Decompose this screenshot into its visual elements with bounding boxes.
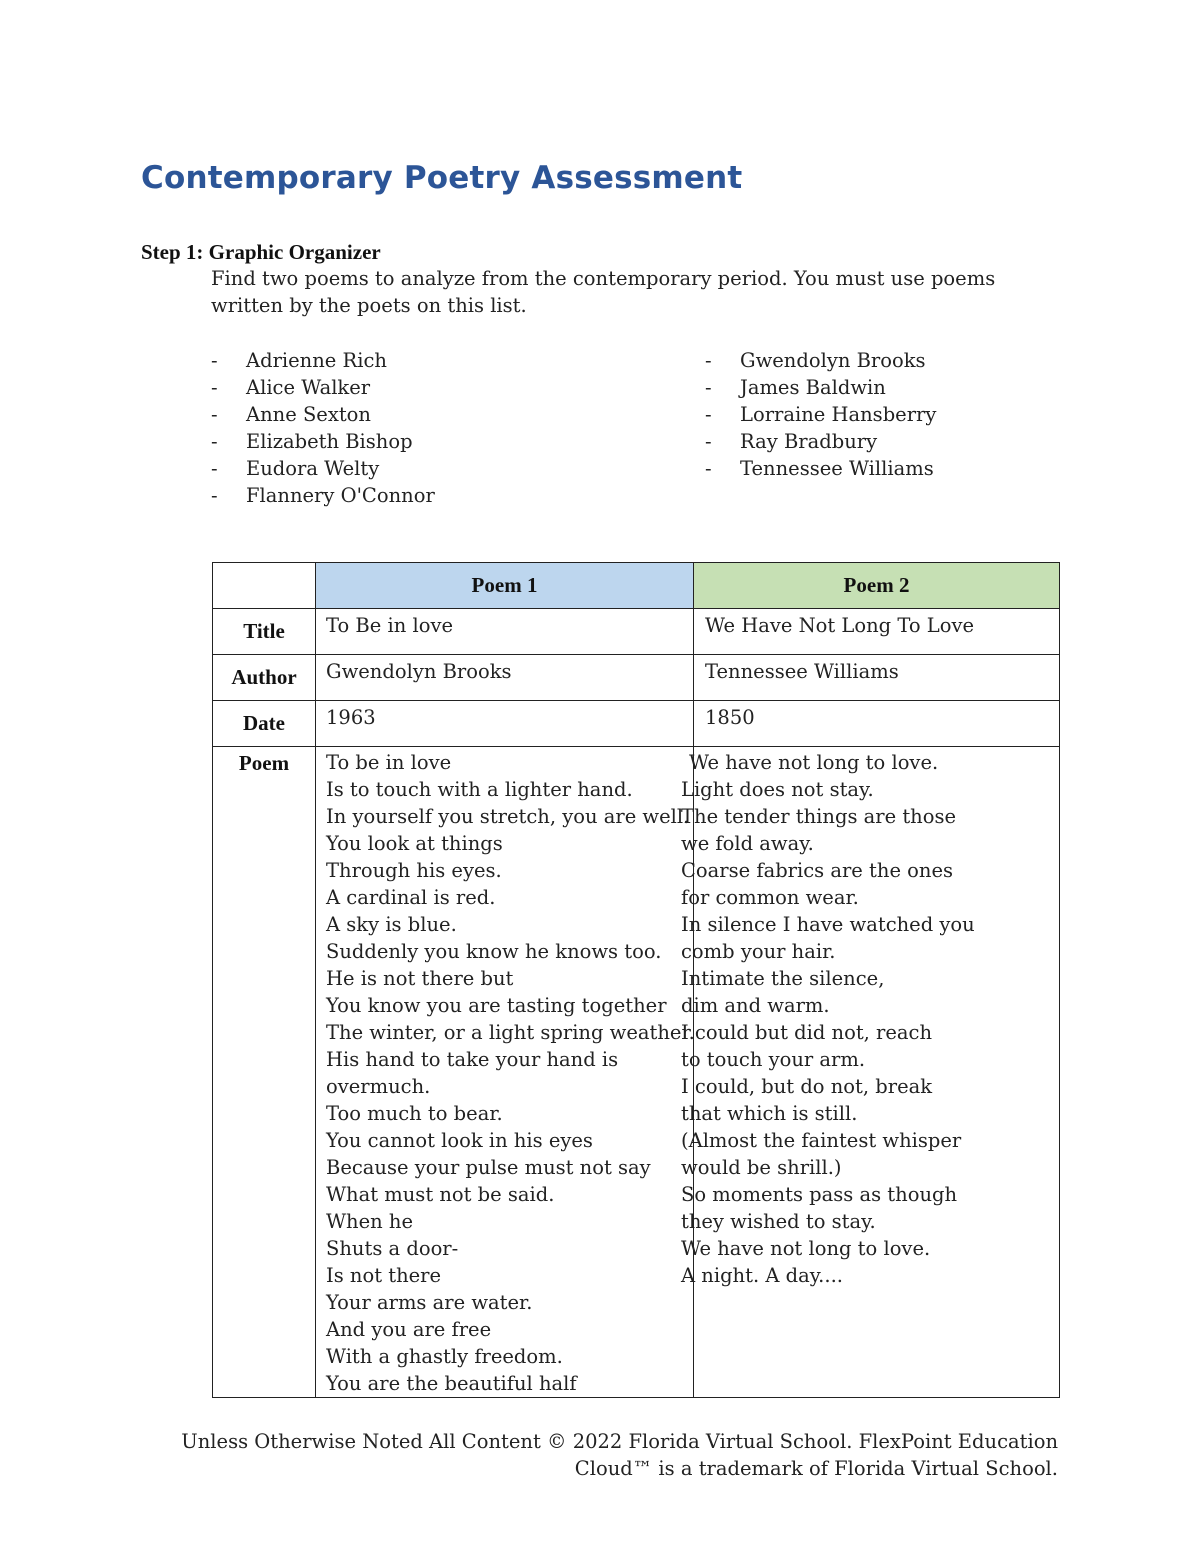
table-row-title (213, 609, 1060, 655)
list-marker: - (211, 430, 218, 453)
instructions-text: Find two poems to analyze from the contemporary period. You must use poems written by the poets on this list. (211, 267, 996, 317)
list-marker: - (211, 484, 218, 507)
poem-line: What must not be said. (326, 1183, 555, 1206)
poem-line: With a ghastly freedom. (326, 1345, 563, 1368)
poem-line: To be in love (326, 751, 452, 774)
poet-name: Gwendolyn Brooks (740, 349, 926, 372)
step-heading: Step 1: Graphic Organizer (141, 240, 381, 264)
poem2-author-cell[interactable]: Tennessee Williams (694, 655, 1060, 701)
list-item (211, 428, 435, 455)
graphic-organizer-table (212, 562, 1060, 1398)
poem-line: In yourself you stretch, you are well. (326, 805, 690, 828)
list-item (705, 428, 936, 455)
poem-line: He is not there but (326, 967, 514, 990)
poem-line: Coarse fabrics are the ones (681, 859, 954, 882)
poem1-author-cell[interactable]: Gwendolyn Brooks (316, 655, 694, 701)
poet-name: Adrienne Rich (246, 349, 387, 372)
poem-line: The winter, or a light spring weather. (326, 1021, 695, 1044)
poem-line: dim and warm. (681, 994, 830, 1017)
poem-line: A night. A day.... (681, 1264, 843, 1287)
poem1-text-cell[interactable] (316, 747, 694, 1398)
list-item (705, 347, 936, 374)
poem1-header: Poem 1 (316, 563, 694, 609)
list-item (705, 455, 936, 482)
poem2-title-cell[interactable]: We Have Not Long To Love (694, 609, 1060, 655)
list-marker: - (705, 376, 712, 399)
poet-name: James Baldwin (740, 376, 886, 399)
poet-name: Lorraine Hansberry (740, 403, 937, 426)
list-item (705, 401, 936, 428)
poem2-header: Poem 2 (694, 563, 1060, 609)
list-marker: - (211, 349, 218, 372)
row-label-poem: Poem (213, 747, 316, 1398)
poem-line: overmuch. (326, 1075, 431, 1098)
poem-line: (Almost the faintest whisper (681, 1129, 962, 1152)
row-label-date: Date (213, 701, 316, 747)
poet-list-right (705, 347, 936, 482)
list-item (211, 482, 435, 509)
poem-line: comb your hair. (681, 940, 836, 963)
poem-line: When he (326, 1210, 413, 1233)
poem-line: for common wear. (681, 886, 859, 909)
poem-line: You look at things (326, 832, 503, 855)
list-item (211, 347, 435, 374)
poet-name: Alice Walker (246, 376, 371, 399)
poem-line: And you are free (326, 1318, 492, 1341)
list-marker: - (705, 349, 712, 372)
poem2-lines (681, 749, 1059, 1289)
poem-line: His hand to take your hand is (326, 1048, 619, 1071)
poem-line: we fold away. (681, 832, 814, 855)
poem1-title-cell[interactable]: To Be in love (316, 609, 694, 655)
poem2-text-cell[interactable] (681, 747, 1060, 1398)
list-marker: - (705, 403, 712, 426)
table-row-poem (213, 747, 1060, 1398)
poem-line: We have not long to love. (689, 751, 939, 774)
poem1-lines (326, 749, 693, 1397)
table-row-author (213, 655, 1060, 701)
poem-line: The tender things are those (681, 805, 957, 828)
poem-line: You cannot look in his eyes (326, 1129, 593, 1152)
row-label-author: Author (213, 655, 316, 701)
poem-line: to touch your arm. (681, 1048, 866, 1071)
poem-line: I could but did not, reach (681, 1021, 933, 1044)
copyright-footer: Unless Otherwise Noted All Content © 2022 Florida Virtual School. FlexPoint Education Cloud™ is a trademark of Florida Virtual School. (181, 1430, 1058, 1480)
poem2-date-cell[interactable]: 1850 (694, 701, 1060, 747)
row-label-title: Title (213, 609, 316, 655)
list-item (211, 455, 435, 482)
poem-line: Is not there (326, 1264, 442, 1287)
poem-line: they wished to stay. (681, 1210, 876, 1233)
list-marker: - (211, 457, 218, 480)
poem-line: You are the beautiful half (326, 1372, 577, 1395)
list-item (211, 374, 435, 401)
list-marker: - (705, 430, 712, 453)
poem-line: Suddenly you know he knows too. (326, 940, 662, 963)
poem-line: would be shrill.) (681, 1156, 842, 1179)
table-header-row (213, 563, 1060, 609)
poet-name: Ray Bradbury (740, 430, 878, 453)
poet-name: Eudora Welty (246, 457, 380, 480)
poet-name: Elizabeth Bishop (246, 430, 413, 453)
list-item (705, 374, 936, 401)
poem-line: Shuts a door- (326, 1237, 459, 1260)
poet-name: Flannery O'Connor (246, 484, 435, 507)
poem-line: A sky is blue. (326, 913, 457, 936)
poem-line: You know you are tasting together (326, 994, 667, 1017)
poem-line: Because your pulse must not say (326, 1156, 651, 1179)
poem-line: A cardinal is red. (326, 886, 496, 909)
poet-list-left (211, 347, 435, 509)
list-marker: - (705, 457, 712, 480)
poet-name: Anne Sexton (246, 403, 371, 426)
list-marker: - (211, 376, 218, 399)
list-item (211, 401, 435, 428)
poem-line: I could, but do not, break (681, 1075, 933, 1098)
empty-corner-cell (213, 563, 316, 609)
poet-name: Tennessee Williams (740, 457, 934, 480)
poem-line: We have not long to love. (681, 1237, 931, 1260)
poem-line: In silence I have watched you (681, 913, 975, 936)
poem-line: Too much to bear. (326, 1102, 503, 1125)
poem-line: Through his eyes. (326, 859, 502, 882)
poem-line: Light does not stay. (681, 778, 874, 801)
poem-line: Intimate the silence, (681, 967, 885, 990)
poem-line: Your arms are water. (326, 1291, 533, 1314)
poem-line: So moments pass as though (681, 1183, 958, 1206)
poem1-date-cell[interactable]: 1963 (316, 701, 694, 747)
table-row-date (213, 701, 1060, 747)
poem-line: that which is still. (681, 1102, 858, 1125)
list-marker: - (211, 403, 218, 426)
poem-line: Is to touch with a lighter hand. (326, 778, 633, 801)
page-title: Contemporary Poetry Assessment (141, 160, 743, 196)
